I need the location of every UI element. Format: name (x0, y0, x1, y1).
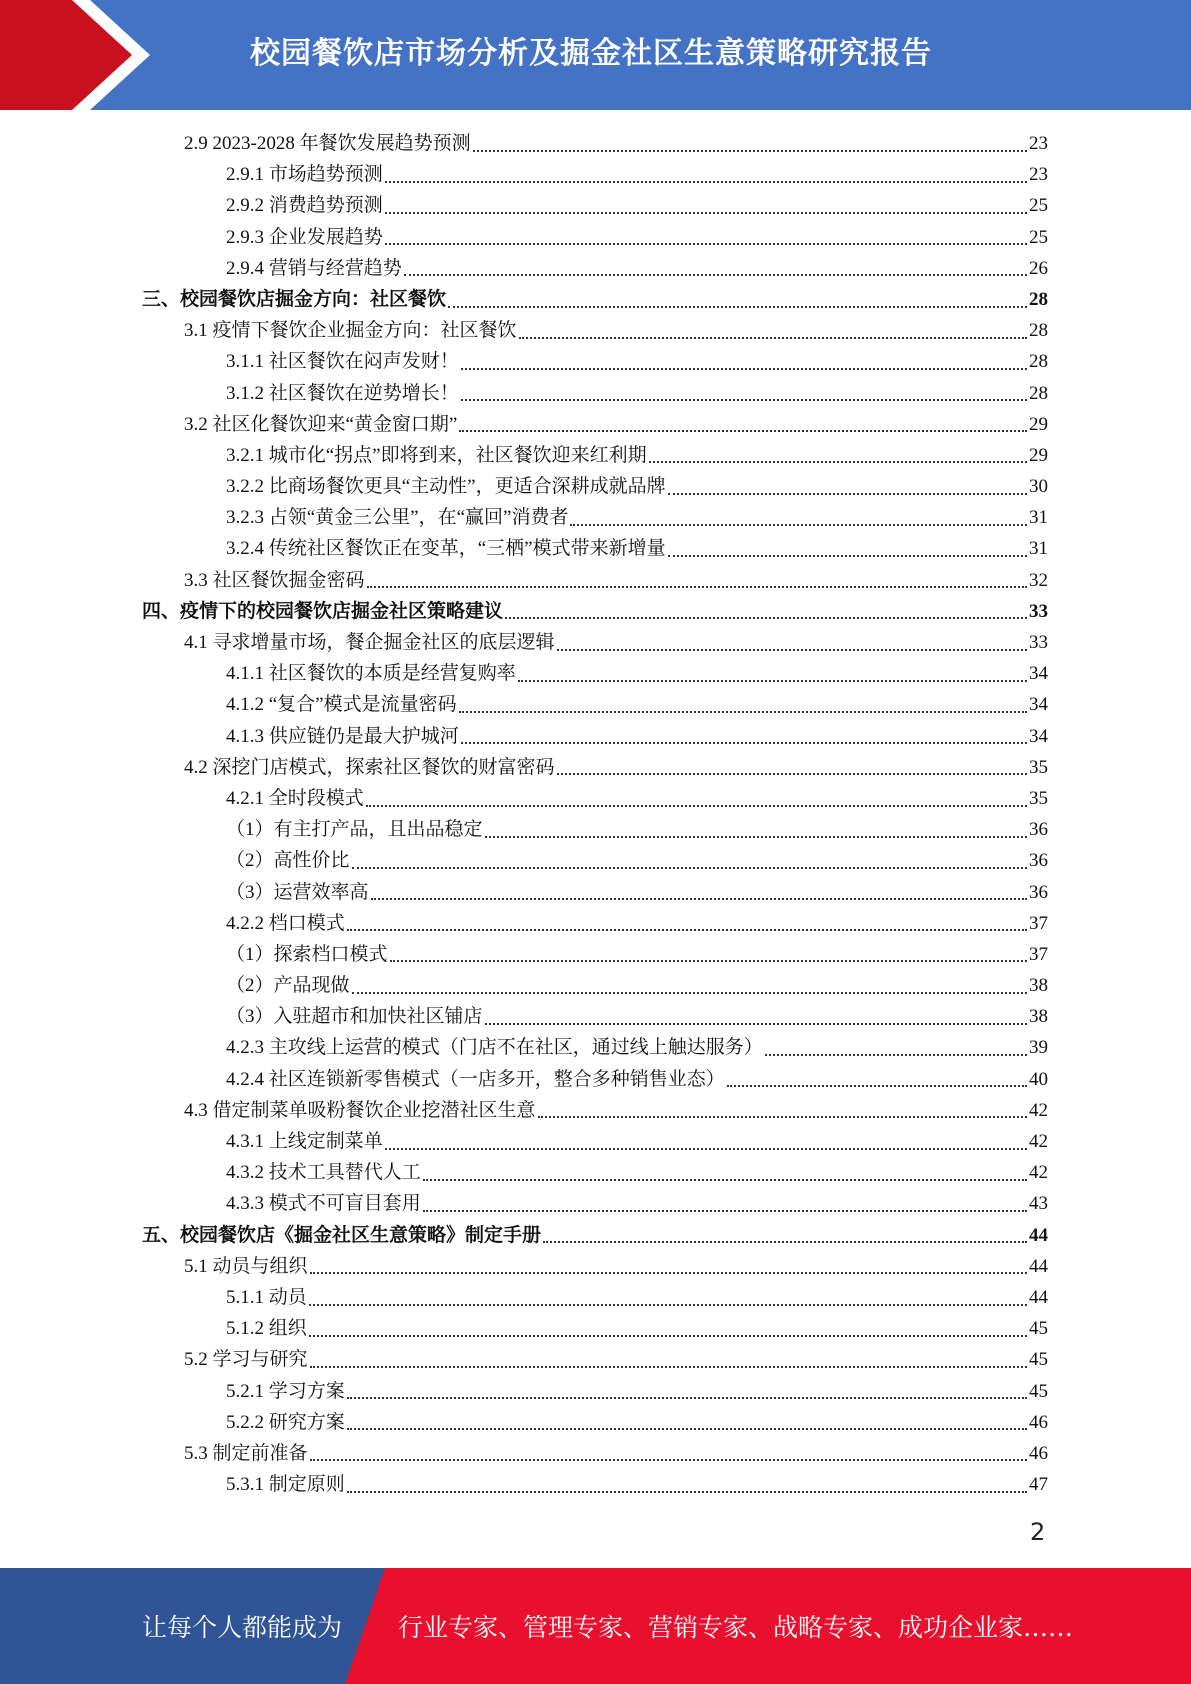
toc-entry[interactable] (142, 1188, 1048, 1219)
toc-entry[interactable] (142, 1064, 1048, 1095)
toc-entry-title: 2.9.2 消费趋势预测 (226, 195, 383, 217)
toc-entry[interactable] (142, 1126, 1048, 1157)
toc-dot-leader (461, 742, 1027, 744)
toc-entry[interactable] (142, 845, 1048, 876)
toc-entry-page: 31 (1029, 507, 1048, 529)
toc-entry-page: 25 (1029, 226, 1048, 248)
footer-slogan-right: 行业专家、管理专家、营销专家、战略专家、成功企业家…… (398, 1613, 1074, 1642)
toc-entry-page: 29 (1029, 444, 1048, 466)
toc-entry-page: 37 (1029, 912, 1048, 934)
toc-entry[interactable] (142, 222, 1048, 253)
toc-dot-leader (557, 649, 1027, 651)
toc-entry-title: （3）运营效率高 (226, 881, 369, 903)
page-number: 2 (1030, 1518, 1046, 1546)
toc-entry-page: 32 (1029, 569, 1048, 591)
toc-entry[interactable] (142, 378, 1048, 409)
toc-dot-leader (668, 555, 1027, 557)
toc-entry-page: 37 (1029, 943, 1048, 965)
toc-entry-title: 5.3 制定前准备 (184, 1442, 308, 1464)
toc-entry[interactable] (142, 159, 1048, 190)
toc-entry[interactable] (142, 1001, 1048, 1032)
toc-dot-leader (390, 960, 1027, 962)
toc-entry-title: 3.2.2 比商场餐饮更具“主动性”，更适合深耕成就品牌 (226, 476, 666, 498)
toc-entry[interactable] (142, 658, 1048, 689)
toc-dot-leader (423, 1179, 1027, 1181)
toc-entry-page: 26 (1029, 257, 1048, 279)
toc-entry[interactable] (142, 721, 1048, 752)
toc-entry-page: 25 (1029, 195, 1048, 217)
toc-entry-page: 38 (1029, 1006, 1048, 1028)
toc-entry-page: 38 (1029, 975, 1048, 997)
toc-dot-leader (310, 1272, 1027, 1274)
toc-entry-page: 34 (1029, 694, 1048, 716)
toc-entry-title: 5.2.1 学习方案 (226, 1380, 345, 1402)
toc-entry-title: 3.2.1 城市化“拐点”即将到来，社区餐饮迎来红利期 (226, 444, 647, 466)
toc-entry-title: 2.9 2023-2028 年餐饮发展趋势预测 (184, 133, 471, 154)
toc-entry[interactable] (142, 1282, 1048, 1313)
toc-entry-title: 4.2.1 全时段模式 (226, 787, 364, 809)
toc-entry[interactable] (142, 783, 1048, 814)
toc-entry-title: 五、校园餐饮店《掘金社区生意策略》制定手册 (142, 1224, 542, 1246)
toc-entry-page: 31 (1029, 538, 1048, 560)
toc-entry-title: 4.1.1 社区餐饮的本质是经营复购率 (226, 663, 516, 685)
toc-entry-title: 5.3.1 制定原则 (226, 1474, 345, 1496)
toc-entry-page: 44 (1029, 1255, 1048, 1277)
toc-entry-title: 2.9.4 营销与经营趋势 (226, 257, 402, 279)
toc-dot-leader (385, 181, 1027, 183)
toc-entry-title: 4.3.2 技术工具替代人工 (226, 1162, 421, 1184)
toc-dot-leader (485, 1023, 1027, 1025)
toc-entry[interactable] (142, 471, 1048, 502)
toc-dot-leader (385, 243, 1027, 245)
toc-entry-page: 23 (1029, 133, 1048, 154)
toc-entry-title: 3.2 社区化餐饮迎来“黄金窗口期” (184, 413, 458, 435)
toc-entry[interactable] (142, 1095, 1048, 1126)
toc-dot-leader (518, 680, 1027, 682)
toc-entry-title: 5.1.1 动员 (226, 1286, 307, 1308)
toc-entry-page: 33 (1029, 632, 1048, 653)
toc-dot-leader (538, 1116, 1027, 1118)
toc-dot-leader (404, 274, 1027, 276)
toc-entry-title: 3.3 社区餐饮掘金密码 (184, 569, 365, 591)
toc-entry-page: 36 (1029, 881, 1048, 903)
toc-entry[interactable] (142, 814, 1048, 845)
toc-entry[interactable] (142, 533, 1048, 564)
toc-entry-title: 5.2 学习与研究 (184, 1349, 308, 1371)
toc-entry-page: 36 (1029, 819, 1048, 841)
toc-entry[interactable] (142, 128, 1048, 159)
toc-entry-page: 45 (1029, 1380, 1048, 1402)
toc-entry[interactable] (142, 689, 1048, 720)
toc-dot-leader (519, 337, 1027, 339)
table-of-contents (142, 128, 1048, 1500)
toc-entry-page: 35 (1029, 787, 1048, 809)
toc-dot-leader (347, 929, 1027, 931)
toc-dot-leader (385, 1148, 1027, 1150)
toc-dot-leader (649, 461, 1027, 463)
toc-entry-page: 46 (1029, 1411, 1048, 1433)
toc-entry-page: 42 (1029, 1131, 1048, 1152)
toc-entry[interactable] (142, 1376, 1048, 1407)
toc-entry[interactable] (142, 502, 1048, 533)
toc-entry-page: 34 (1029, 663, 1048, 685)
toc-entry-title: 2.9.1 市场趋势预测 (226, 164, 383, 186)
toc-entry-title: 3.1 疫情下餐饮企业掘金方向：社区餐饮 (184, 320, 517, 342)
toc-entry-title: 三、校园餐饮店掘金方向：社区餐饮 (142, 288, 447, 310)
page-header (0, 0, 1191, 110)
toc-entry-title: 3.2.4 传统社区餐饮正在变革，“三栖”模式带来新增量 (226, 538, 666, 560)
toc-entry-page: 42 (1029, 1099, 1048, 1121)
toc-dot-leader (485, 836, 1027, 838)
toc-dot-leader (543, 1241, 1027, 1243)
toc-entry-title: 4.3.3 模式不可盲目套用 (226, 1193, 421, 1215)
toc-entry[interactable] (142, 596, 1048, 627)
toc-dot-leader (366, 805, 1027, 807)
toc-entry-page: 29 (1029, 413, 1048, 435)
toc-entry-page: 28 (1029, 320, 1048, 342)
toc-entry-title: 5.2.2 研究方案 (226, 1411, 345, 1433)
toc-entry[interactable] (142, 440, 1048, 471)
toc-entry-title: 4.2.3 主攻线上运营的模式（门店不在社区，通过线上触达服务） (226, 1037, 763, 1059)
toc-dot-leader (423, 1210, 1027, 1212)
toc-dot-leader (448, 306, 1027, 308)
toc-entry-page: 43 (1029, 1193, 1048, 1215)
toc-entry[interactable] (142, 1407, 1048, 1438)
toc-entry-page: 45 (1029, 1318, 1048, 1340)
toc-entry[interactable] (142, 939, 1048, 970)
toc-dot-leader (570, 524, 1027, 526)
toc-entry[interactable] (142, 346, 1048, 377)
toc-dot-leader (385, 212, 1027, 214)
toc-entry-title: （1）有主打产品，且出品稳定 (226, 819, 483, 841)
toc-entry[interactable] (142, 409, 1048, 440)
toc-entry-title: 4.3 借定制菜单吸粉餐饮企业挖潜社区生意 (184, 1099, 536, 1121)
toc-entry-title: 2.9.3 企业发展趋势 (226, 226, 383, 248)
toc-entry-title: （2）高性价比 (226, 850, 350, 872)
toc-entry-page: 28 (1029, 288, 1048, 310)
toc-dot-leader (347, 1397, 1027, 1399)
toc-entry[interactable] (142, 565, 1048, 596)
toc-dot-leader (557, 773, 1027, 775)
toc-entry-title: 4.2 深挖门店模式，探索社区餐饮的财富密码 (184, 756, 555, 778)
toc-entry-page: 34 (1029, 725, 1048, 747)
toc-entry[interactable] (142, 1313, 1048, 1344)
toc-dot-leader (459, 711, 1027, 713)
toc-entry-page: 23 (1029, 164, 1048, 186)
toc-dot-leader (473, 150, 1027, 152)
toc-entry-page: 44 (1029, 1286, 1048, 1308)
toc-entry-title: 3.1.1 社区餐饮在闷声发财！ (226, 351, 459, 373)
toc-dot-leader (309, 1335, 1027, 1337)
toc-dot-leader (371, 898, 1027, 900)
toc-dot-leader (505, 617, 1027, 619)
toc-entry[interactable] (142, 1251, 1048, 1282)
toc-entry-title: 4.2.4 社区连锁新零售模式（一店多开，整合多种销售业态） (226, 1068, 725, 1090)
toc-entry-title: 4.2.2 档口模式 (226, 912, 345, 934)
toc-entry[interactable] (142, 190, 1048, 221)
toc-entry-page: 45 (1029, 1349, 1048, 1371)
toc-dot-leader (352, 867, 1027, 869)
toc-entry[interactable] (142, 1032, 1048, 1063)
toc-dot-leader (765, 1054, 1027, 1056)
toc-dot-leader (459, 430, 1027, 432)
toc-entry-page: 28 (1029, 351, 1048, 373)
toc-dot-leader (461, 399, 1027, 401)
toc-dot-leader (727, 1085, 1027, 1087)
toc-entry[interactable] (142, 908, 1048, 939)
toc-entry-page: 39 (1029, 1037, 1048, 1059)
toc-entry-title: （3）入驻超市和加快社区铺店 (226, 1006, 483, 1028)
toc-entry[interactable] (142, 1157, 1048, 1188)
toc-entry-title: 3.2.3 占领“黄金三公里”，在“赢回”消费者 (226, 507, 569, 529)
toc-entry-page: 42 (1029, 1162, 1048, 1184)
toc-entry[interactable] (142, 1220, 1048, 1251)
toc-entry-title: 四、疫情下的校园餐饮店掘金社区策略建议 (142, 600, 504, 622)
toc-entry[interactable] (142, 1344, 1048, 1375)
toc-dot-leader (352, 992, 1027, 994)
toc-entry-title: 5.1 动员与组织 (184, 1255, 308, 1277)
toc-entry-title: （2）产品现做 (226, 975, 350, 997)
toc-dot-leader (461, 368, 1027, 370)
toc-dot-leader (310, 1459, 1027, 1461)
toc-entry[interactable] (142, 315, 1048, 346)
toc-entry-title: 4.1 寻求增量市场，餐企掘金社区的底层逻辑 (184, 632, 555, 653)
toc-entry-title: 4.3.1 上线定制菜单 (226, 1131, 383, 1152)
toc-entry[interactable] (142, 1438, 1048, 1469)
toc-entry[interactable] (142, 970, 1048, 1001)
toc-entry-title: （1）探索档口模式 (226, 943, 388, 965)
toc-entry-title: 5.1.2 组织 (226, 1318, 307, 1340)
toc-entry[interactable] (142, 877, 1048, 908)
toc-entry-title: 4.1.2 “复合”模式是流量密码 (226, 694, 457, 716)
footer-slogan-left: 让每个人都能成为 (142, 1613, 343, 1642)
header-red-chevron-decoration (0, 0, 150, 110)
toc-dot-leader (310, 1366, 1027, 1368)
toc-entry-page: 44 (1029, 1224, 1048, 1246)
toc-entry-page: 46 (1029, 1442, 1048, 1464)
toc-dot-leader (668, 493, 1027, 495)
toc-entry-title: 3.1.2 社区餐饮在逆势增长！ (226, 382, 459, 404)
toc-entry[interactable] (142, 253, 1048, 284)
toc-entry[interactable] (142, 752, 1048, 783)
toc-entry-page: 40 (1029, 1068, 1048, 1090)
page-footer (0, 1568, 1191, 1684)
toc-entry[interactable] (142, 284, 1048, 315)
toc-entry-page: 33 (1029, 600, 1048, 622)
toc-entry[interactable] (142, 1469, 1048, 1500)
toc-dot-leader (347, 1428, 1027, 1430)
document-title: 校园餐饮店市场分析及掘金社区生意策略研究报告 (250, 36, 932, 71)
toc-dot-leader (347, 1491, 1027, 1493)
toc-entry-page: 35 (1029, 756, 1048, 778)
toc-entry-page: 36 (1029, 850, 1048, 872)
toc-dot-leader (367, 586, 1027, 588)
toc-entry-page: 30 (1029, 476, 1048, 498)
toc-entry[interactable] (142, 627, 1048, 658)
toc-entry-title: 4.1.3 供应链仍是最大护城河 (226, 725, 459, 747)
toc-entry-page: 47 (1029, 1474, 1048, 1496)
toc-entry-page: 28 (1029, 382, 1048, 404)
toc-dot-leader (309, 1304, 1027, 1306)
